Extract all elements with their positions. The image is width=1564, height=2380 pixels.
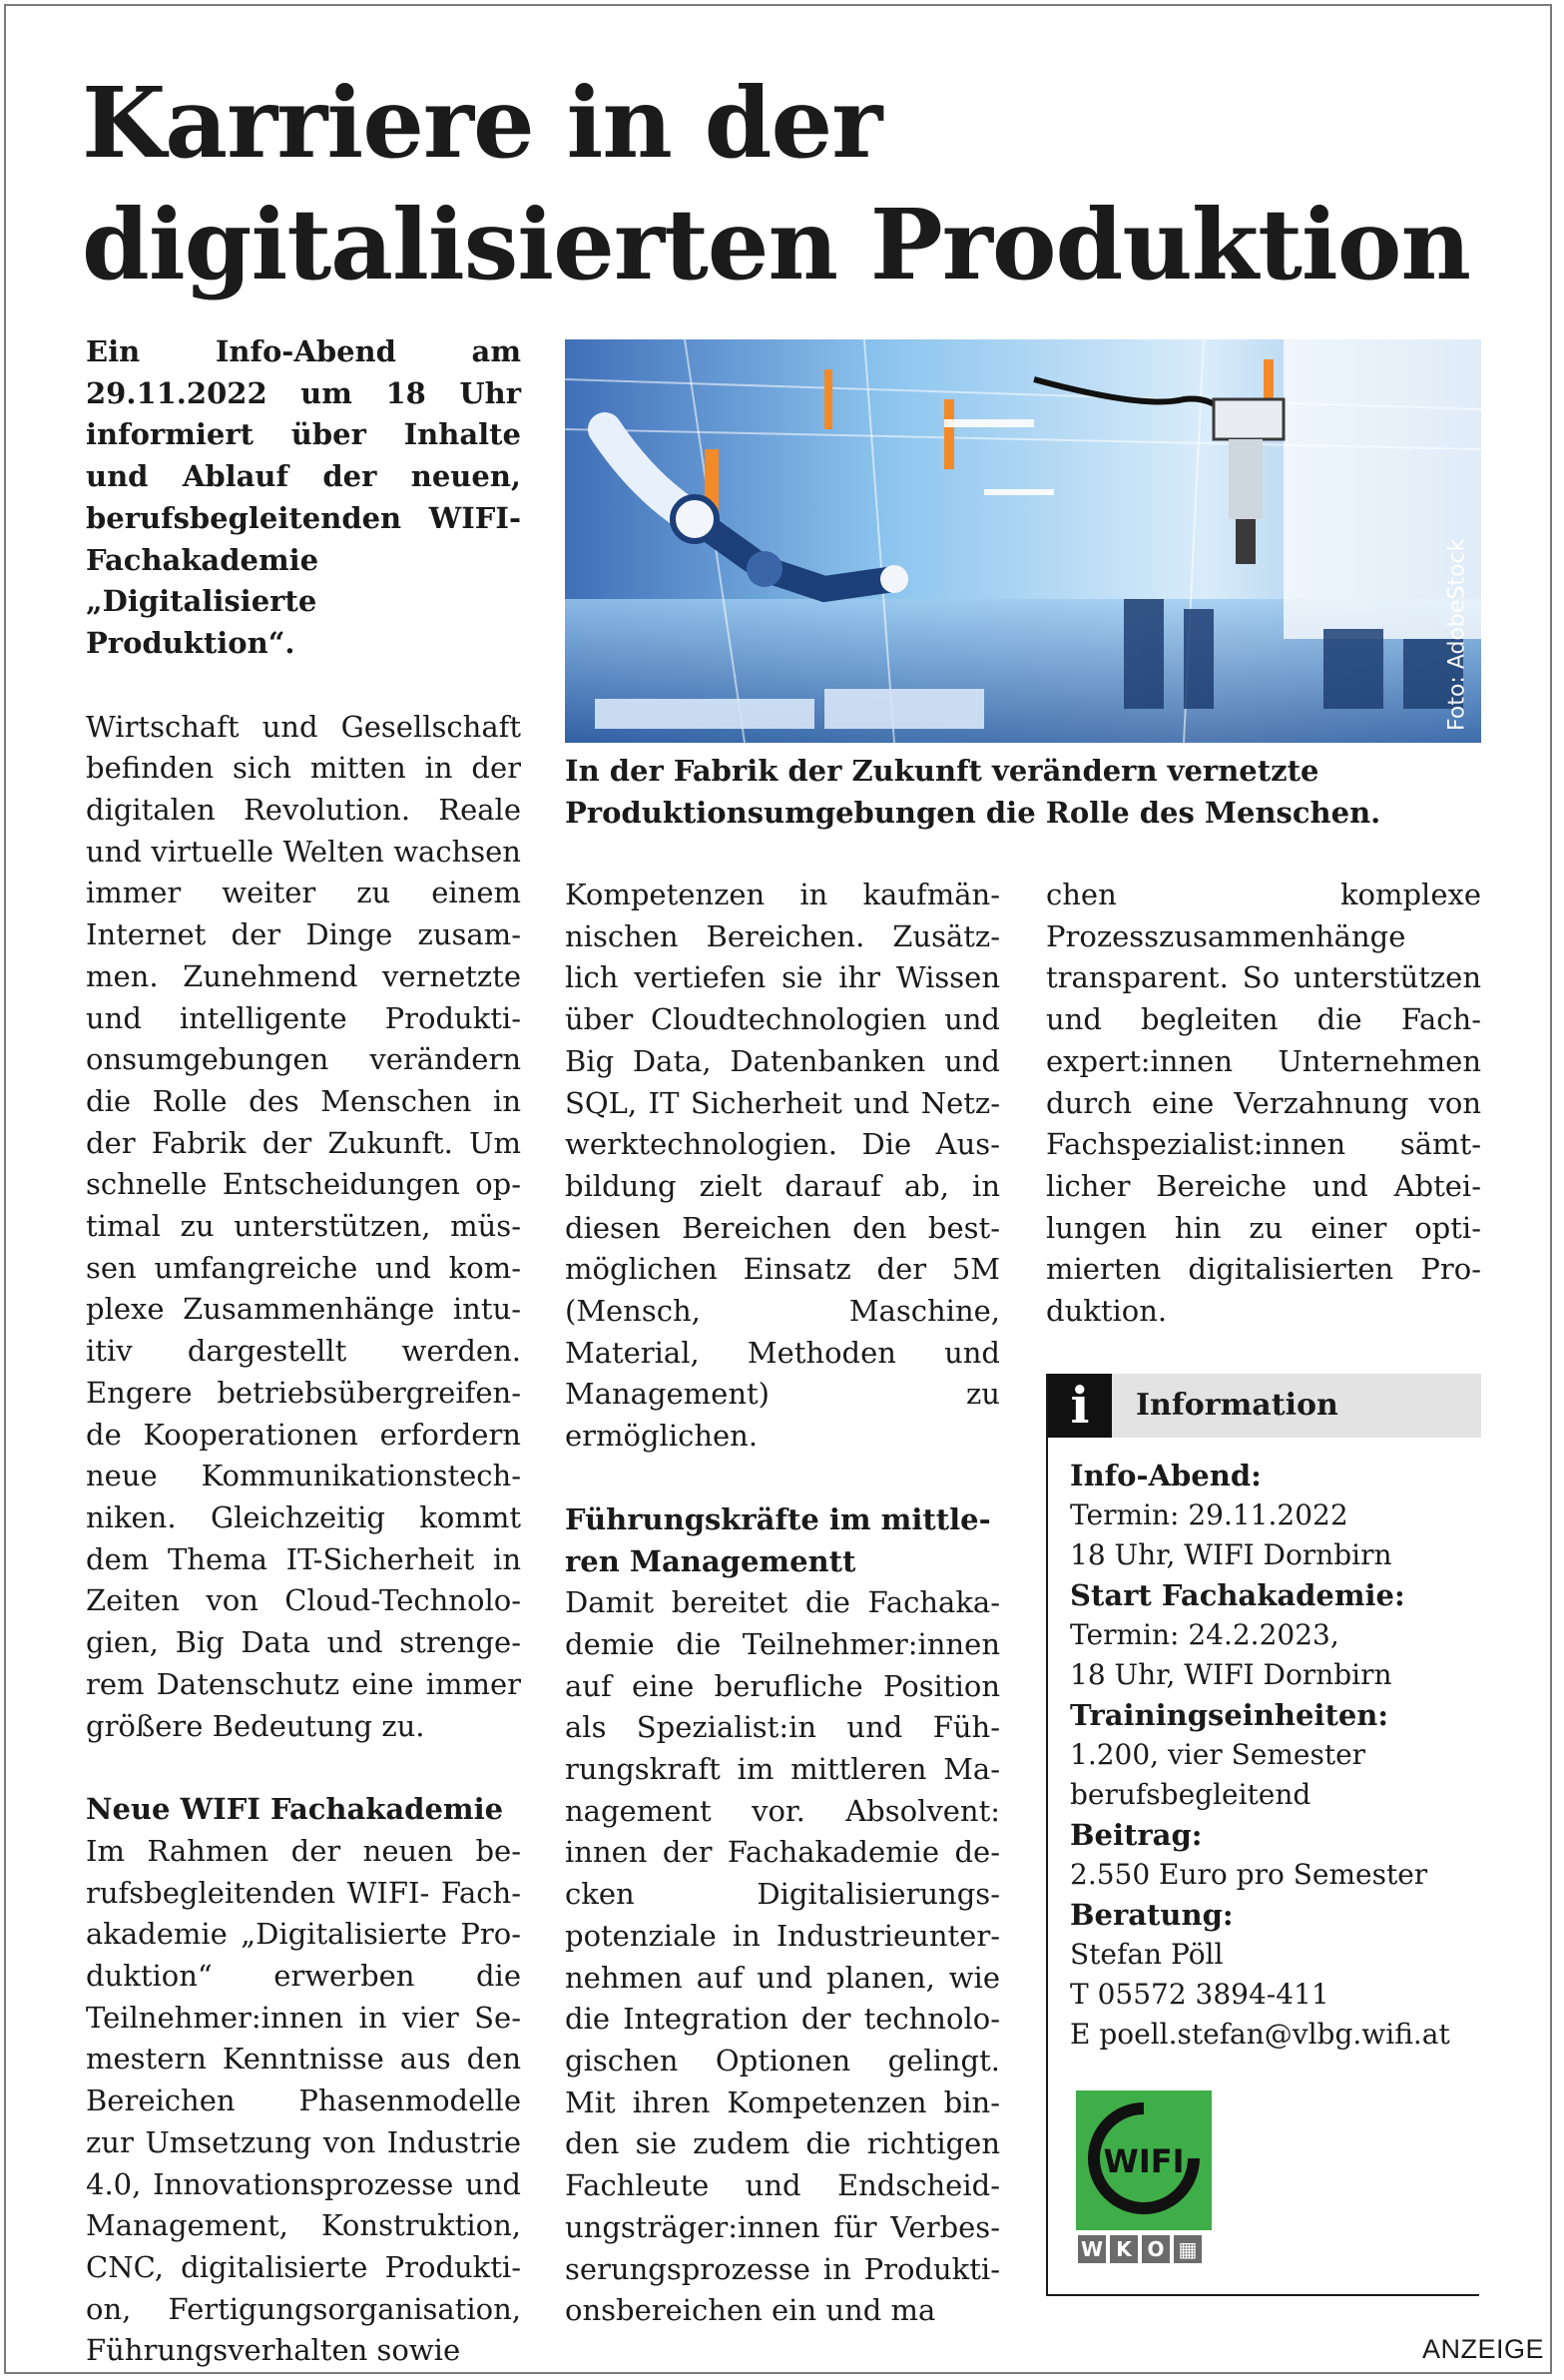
info-value: Termin: 29.11.2022 [1070,1498,1348,1531]
information-title: Information [1136,1388,1338,1423]
factory-robot-photo [565,339,1481,743]
intro-paragraph: Wirtschaft und Gesellschaft befinden sich mitten in der digitalen Revolution. Reale und virtuelle Welten wachsen immer weiter zu einem Internet der Dinge zusammen. Zunehmend vernetzte und intelligente Produktionsumgebungen verändern die Rolle des Menschen in der Fabrik der Zukunft. Um schnelle Entscheidungen optimal zu unterstützen, müssen umfangreiche und komplexe Zusammenhänge intuitiv dargestellt werden. Engere betriebsübergreifende Kooperationen erfordern neue Kommunikationstechniken. Gleichzeitig kommt dem Thema IT-Sicherheit in Zeiten von Cloud-Technologien, Big Data und strengerem Datenschutz eine immer größere Bedeutung zu. [86,709,521,1743]
svg-text:▦: ▦ [1178,2237,1198,2261]
column-1 [86,331,521,2372]
info-value: 2.550 Euro pro Semester [1070,1858,1428,1891]
info-label-training: Trainingseinheiten: [1070,1698,1389,1732]
info-label-beitrag: Beitrag: [1070,1818,1203,1852]
info-value: 18 Uhr, WIFI Dornbirn [1070,1538,1392,1571]
info-label-beratung: Beratung: [1070,1898,1234,1932]
wifi-logo-graphic [1076,2090,1212,2266]
photo-credit: Foto: AdobeStock [1444,538,1469,731]
info-value: Stefan Pöll [1070,1938,1224,1971]
info-icon: i [1048,1374,1112,1438]
advertisement-label: ANZEIGE [1421,2334,1544,2364]
info-phone[interactable]: T 05572 3894-411 [1070,1978,1329,2011]
information-list [1070,1456,1469,2055]
info-value: Termin: 24.2.2023, [1070,1618,1339,1651]
wifi-wko-logo [1076,2090,1212,2266]
column-2 [565,875,1000,2332]
section2-continued: chen komplexe Prozesszusammenhänge transparent. So unterstützen und begleiten die Fachexpert:innen Unternehmen durch eine Verzahnung von Fachspezialist:innen sämtlicher Bereiche und Abteilungen hin zu einer optimierten digitalisierten Produktion. [1046,878,1481,1329]
svg-text:K: K [1116,2237,1132,2261]
subheading-fuehrungskraefte: Führungskräfte im mittleren Managementt [565,1501,991,1578]
information-header [1048,1374,1481,1438]
svg-text:W: W [1080,2237,1104,2261]
headline: Karriere in der digitalisierten Produktion [82,66,1470,301]
section1-continued: Kompetenzen in kaufmännischen Bereichen. Zusätzlich vertiefen sie ihr Wissen über Cloudtechnologien und Big Data, Datenbanken und SQL, IT Sicherheit und Netzwerktechnologien. Die Ausbildung zielt darauf ab, in diesen Bereichen den bestmöglichen Einsatz der 5M (Mensch, Maschine, Material, Methoden und Management) zu ermöglichen. [565,878,1000,1454]
info-value: 18 Uhr, WIFI Dornbirn [1070,1658,1392,1691]
info-value: 1.200, vier Semester [1070,1738,1366,1771]
photo-caption: In der Fabrik der Zukunft verändern vernetzte Produktionsumgebungen die Rolle des Menschen. [565,754,1381,830]
svg-text:O: O [1147,2237,1165,2261]
subheading-wifi-fachakademie: Neue WIFI Fachakademie [86,1792,504,1827]
info-value: berufsbegleitend [1070,1778,1311,1811]
info-email[interactable]: E poell.stefan@vlbg.wifi.at [1070,2018,1450,2051]
photo-illustration [565,339,1481,743]
section1-paragraph: Im Rahmen der neuen berufsbegleitenden WIFI- Fachakademie „Digitalisierte Produktion“ erwerben die Teilnehmer:innen in vier Semestern Kenntnisse aus den Bereichen Phasenmodelle zur Umsetzung von Industrie 4.0, Innovationsprozesse und Management, Konstruktion, CNC, digitalisierte Produktion, Fertigungsorganisation, Führungsverhalten sowie [86,1833,521,2368]
info-label-start: Start Fachakademie: [1070,1578,1405,1612]
lead-paragraph: Ein Info-Abend am 29.11.2022 um 18 Uhr informiert über Inhalte und Ablauf der neuen, berufsbegleitenden WIFI-Fachakademie „Digitalisierte Produktion“. [86,334,521,660]
svg-text:WIFI: WIFI [1103,2142,1185,2180]
column-3 [1046,875,1481,1333]
info-label-info-abend: Info-Abend: [1070,1459,1262,1492]
section2-paragraph: Damit bereitet die Fachakademie die Teilnehmer:innen auf eine berufliche Position als Spezialist:in und Führungskraft im mittleren Management vor. Absolvent: innen der Fachakademie decken Digitalisierungspotenziale in Industrieunternehmen auf und planen, wie die Integration der technologischen Optionen gelingt. Mit ihren Kompetenzen binden sie zudem die richtigen Fachleute und Endscheidungsträger:innen für Verbesserungsprozesse in Produktionsbereichen ein und ma [565,1585,1000,2328]
